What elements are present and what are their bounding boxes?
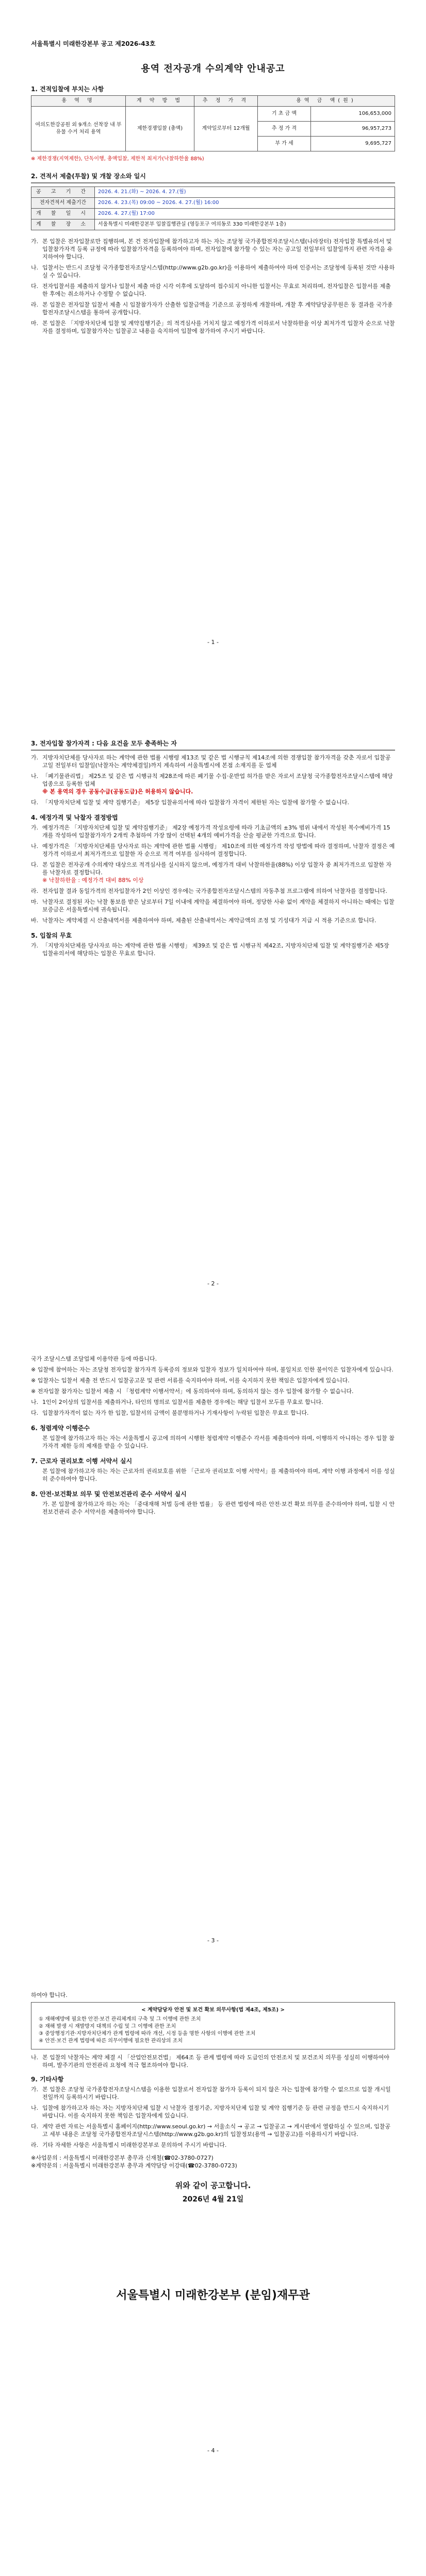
list-item: 마. 본 입찰은 「지방자치단체 입찰 및 계약집행기준」의 적격심사를 거치지 않고 예정가격 이하로서 낙찰하한율 이상 최저가격 입찰자 순으로 낙찰자를 결정하며, 입찰참가자는 입찰공고 내용을 숙지하여 입찰에 참가하여 주시기 바랍니다. [31,320,395,334]
section-3-heading: 3. 전자입찰 참가자격 : 다음 요건을 모두 충족하는 자 [31,740,177,747]
list-item: 가. 본 입찰은 조달청 국가종합전자조달시스템을 이용한 입찰로서 전자입찰 참가자 등록이 되지 않은 자는 입찰에 참가할 수 없으므로 입찰 개시일 전일까지 등록하시기 바랍니다. [31,2086,391,2100]
page-number: - 1 - [207,639,219,646]
page-4-items [31,2054,395,2069]
page-4-lead: 하여야 합니다. [31,1992,68,1998]
section-4-heading: 4. 예정가격 및 낙찰자 결정방법 [31,814,118,821]
page-3 [10,1329,416,1976]
page-number: - 4 - [207,2447,219,2454]
contact-line: ※사업문의 : 서울특별시 미래한강본부 총무과 신재철(☎02-3780-0727) [31,2155,214,2161]
section-4-items [31,824,395,924]
section-2-items [31,238,395,335]
closing-statement: 위와 같이 공고합니다. [175,2181,251,2190]
th-service-name: 용 역 명 [31,96,126,107]
bid-info-table [31,95,395,151]
note-item: ※ 전자입찰 참가자는 입찰서 제출 시 「청렴계약 이행서약서」에 동의하여야 하며, 동의하지 않는 경우 입찰에 참가할 수 없습니다. [31,1388,354,1395]
amount-label: 부 가 세 [258,137,311,151]
list-item: 다. 「지방자치단체 입찰 및 계약 집행기준」 제5장 입찰유의서에 따라 입찰참가 자격이 제한된 자는 입찰에 참가할 수 없습니다. [31,799,349,806]
section-9-heading: 9. 기타사항 [31,2076,64,2083]
contract-method: 제한경쟁입찰 (총액) [126,107,194,151]
box-title: < 계약담당자 안전 및 보건 확보 의무사항(법 제4조, 제5조) > [141,2007,285,2013]
list-item: 나. 「폐기물관리법」 제25조 및 같은 법 시행규칙 제28조에 따른 폐기물 수집·운반업 허가를 받은 자로서 조달청 국가종합전자조달시스템에 해당 업종으로 등록한 업체 ※ 본 용역의 경우 공동수급(공동도급)은 허용하지 않습니다. [31,773,393,795]
box-line: ③ 중앙행정기관·지방자치단체가 관계 법령에 따라 개선, 시정 등을 명한 사항의 이행에 관한 조치 [39,2031,256,2037]
th-estimated-price: 추 정 가 격 [194,96,258,107]
safety-duty-box-wrap [31,2002,395,2049]
section-7-heading: 7. 근로자 권리보호 이행 서약서 실시 [31,1458,133,1465]
list-item: 가. 지방자치단체를 당사자로 하는 계약에 관한 법률 시행령 제13조 및 같은 법 시행규칙 제14조에 의한 경쟁입찰 참가자격을 갖춘 자로서 입찰공고일 전일부터 입찰일(낙찰자는 계약체결일)까지 계속하여 서울특별시에 본점 소재지를 둔 업체 [31,754,391,769]
box-line: ① 재해예방에 필요한 안전·보건 관리체계의 구축 및 그 이행에 관한 조치 [39,2016,201,2022]
highlight-note: ※ 본 용역의 경우 공동수급(공동도급)은 허용하지 않습니다. [42,788,193,795]
note-item: ※ 입찰자는 입찰서 제출 전 반드시 입찰공고문 및 관련 서류를 숙지하여야 하며, 이를 숙지하지 못한 책임은 입찰자에게 있습니다. [31,1377,350,1384]
schedule-label: 공 고 기 간 [31,187,95,198]
th-amount: 용역 금 액(원) [258,96,395,107]
section-5-items [31,942,395,957]
amount-value: 106,653,000 [311,107,395,122]
amount-value: 96,957,273 [311,122,395,137]
amount-label: 추 정 가 격 [258,122,311,137]
list-item: 라. 본 입찰은 전자입찰 입찰서 제출 시 입찰참가자가 산출한 입찰금액을 기준으로 공정하게 개찰하며, 개찰 후 계약담당공무원은 동 결과를 국가종합전자조달시스템을 통하여 공개합니다. [31,301,393,316]
schedule-table-wrap [31,187,395,230]
schedule-label: 계 찰 장 소 [31,219,95,230]
box-line: ② 재해 발생 시 재발방지 대책의 수립 및 그 이행에 관한 조치 [39,2024,176,2029]
page-number: - 2 - [207,1280,219,1287]
list-item: 가. 본 입찰은 전자입찰로만 집행하며, 본 건 전자입찰에 참가하고자 하는 자는 조달청 국가종합전자조달시스템(나라장터) 전자입찰 특별유의서 및 입찰참가자격 등록 규정에 따라 입찰참가자격을 등록하여야 하며, 전자입찰에 참가할 수 있는 자는 공고일 전일부터 입찰일까지 관련 자격을 유지하여야 합니다. [31,238,393,260]
list-item: 나. 1인이 2이상의 입찰서를 제출하거나, 타인의 명의로 입찰서를 제출한 경우에는 해당 입찰서 모두를 무효로 합니다. [31,1399,323,1405]
section-9-items [31,2086,395,2149]
amount-label: 기 초 금 액 [258,107,311,122]
page-3-intro: 국가 조달시스템 조달업체 이용약관 등에 따릅니다. [31,1355,157,1362]
section-2-heading: 2. 견적서 제출(투찰) 및 개찰 장소와 일시 [31,173,146,180]
contact-line: ※계약문의 : 서울특별시 미래한강본부 총무과 계약담당 이강태(☎02-3780-0723) [31,2162,237,2169]
page-number: - 3 - [207,1937,219,1944]
schedule-table [31,187,395,230]
section-5-heading: 5. 입찰의 무효 [31,932,72,939]
list-item: 나. 입찰에 참가하고자 하는 자는 지방자치단체 입찰 시 낙찰자 결정기준, 지방자치단체 입찰 및 계약 집행기준 등 관련 규정을 반드시 숙지하시기 바랍니다. 이를 숙지하지 못한 책임은 입찰자에게 있습니다. [31,2105,389,2119]
note-item: ※ 입찰에 참여하는 자는 조달청 전자입찰 참가자격 등록증의 정보와 입찰자 정보가 일치하여야 하며, 불일치로 인한 불이익은 입찰자에게 있습니다. [31,1366,394,1373]
list-item: 가. 예정가격은 「지방자치단체 입찰 및 계약집행기준」 제2장 예정가격 작성요령에 따라 기초금액의 ±3% 범위 내에서 작성된 복수예비가격 15개를 작성하여 입찰참가자가 2개씩 추첨하여 가장 많이 선택된 4개의 예비가격을 산술 평균한 가격으로 합니다. [31,824,390,839]
th-contract-method: 계 약 방 법 [126,96,194,107]
page-4 [10,1981,416,2576]
contract-period: 계약일로부터 12개월 [194,107,258,151]
section-8-text: 가. 본 입찰에 참가하고자 하는 자는 「중대재해 처벌 등에 관한 법률」 등 관련 법령에 따른 안전·보건 확보 의무를 준수하여야 하며, 입찰 시 안전보건관리 준수 서약서를 제출하여야 합니다. [42,1501,395,1515]
section-8-heading: 8. 안전·보건확보 의무 및 안전보건관리 준수 서약서 실시 [31,1490,187,1498]
divider [31,750,395,751]
list-item: 가. 「지방자치단체를 당사자로 하는 계약에 관한 법률 시행령」 제39조 및 같은 법 시행규칙 제42조, 지방자치단체 입찰 및 계약집행기준 제5장 입찰유의서에 해당하는 입찰은 무효로 합니다. [31,942,389,957]
page-title: 용역 전자공개 수의계약 안내공고 [141,63,285,74]
schedule-value: 서울특별시 미래한강본부 입찰집행관실 (영등포구 여의동로 330 미래한강본부 1층) [95,219,395,230]
section-1-heading: 1. 견적입찰에 부치는 사항 [31,86,104,93]
amount-value: 9,695,727 [311,137,395,151]
list-item: 라. 기타 자세한 사항은 서울특별시 미래한강본부로 문의하여 주시기 바랍니다. [31,2142,227,2148]
issuing-organization: 서울특별시 미래한강본부 (분임)재무관 [116,2289,310,2302]
section-7-text: 본 입찰에 참가하고자 하는 자는 근로자의 권리보호를 위한 「근로자 권리보호 이행 서약서」를 제출하여야 하며, 계약 이행 과정에서 이를 성실히 준수하여야 합니다. [42,1468,395,1482]
section-6-heading: 6. 청렴계약 이행준수 [31,1425,90,1432]
list-item: 나. 입찰서는 반드시 조달청 국가종합전자조달시스템(http://www.g2b.go.kr)을 이용하여 제출하여야 하며 인증서는 조달청에 등록된 것만 사용하실 수 있습니다. [31,264,395,279]
list-item: 다. 입찰참가자격이 없는 자가 한 입찰, 입찰서의 금액이 불분명하거나 기재사항이 누락된 입찰은 무효로 합니다. [31,1410,309,1416]
list-item: 다. 계약 관련 자료는 서울특별시 홈페이지(http://www.seoul.go.kr) → 서울소식 → 공고 → 입찰공고 → 게시판에서 열람하실 수 있으며, 입찰공고 세부 내용은 조달청 국가종합전자조달시스템(http://www.g2b.go.kr)의 입찰정보(용역 → 입찰공고)를 이용하시기 바랍니다. [31,2123,391,2138]
schedule-value: 2026. 4. 21.(화) ~ 2026. 4. 27.(월) [95,187,395,198]
section-3-items [31,754,395,806]
schedule-label: 전자견적서 제출기간 [31,198,95,209]
section-6-text: 본 입찰에 참가하고자 하는 자는 서울특별시 공고에 의하여 시행한 청렴계약 이행준수 각서를 제출하여야 하며, 이행하지 아니하는 경우 입찰 참가자격 제한 등의 제재를 받을 수 있습니다. [42,1435,395,1449]
notes [31,1366,395,1417]
list-item: 다. 전자입찰서를 제출하지 않거나 입찰서 제출 마감 시각 이후에 도달하여 접수되지 아니한 입찰서는 무효로 처리하며, 전자입찰은 입찰서를 제출한 후에는 취소하거나 수정할 수 없습니다. [31,283,391,297]
schedule-value: 2026. 4. 23.(목) 09:00 ~ 2026. 4. 27.(월) 16:00 [95,198,395,209]
safety-duty-box [31,2002,395,2049]
divider [31,182,395,183]
list-item: 나. 예정가격은 「지방자치단체를 당사자로 하는 계약에 관한 법률 시행령」 제10조에 의한 예정가격 작성 방법에 따라 결정하며, 낙찰자 결정은 예정가격 이하로서 최저가격으로 입찰한 자 순으로 적격 여부를 심사하여 결정합니다. [31,843,395,857]
page-2 [10,703,416,1324]
notice-number: 서울특별시 미래한강본부 공고 제2026-43호 [31,40,156,47]
list-item: 나. 본 입찰의 낙찰자는 계약 체결 시 「산업안전보건법」 제64조 등 관계 법령에 따라 도급인의 안전조치 및 보건조치 의무를 성실히 이행하여야 하며, 발주기관의 안전관리 요청에 적극 협조하여야 합니다. [31,2054,389,2069]
box-line: ④ 안전·보건 관계 법령에 따른 의무이행에 필요한 관리상의 조치 [39,2038,183,2044]
schedule-label: 개 찰 일 시 [31,209,95,219]
bid-condition-note: ※ 제한경쟁(지역제한), 단독이행, 총액입찰, 제한적 최저가(낙찰하한율 88%) [31,156,204,162]
list-item: 라. 전자입찰 결과 동일가격의 전자입찰자가 2인 이상인 경우에는 국가종합전자조달시스템의 자동추첨 프로그램에 의하여 낙찰자를 결정합니다. [31,888,387,894]
list-item: 다. 본 입찰은 전자공개 수의계약 대상으로 적격심사를 실시하지 않으며, 예정가격 대비 낙찰하한율(88%) 이상 입찰자 중 최저가격으로 입찰한 자를 낙찰자로 결정합니다. ※ 낙찰하한율 : 예정가격 대비 88% 이상 [31,861,391,884]
service-name: 여의도한강공원 외 9개소 선착장 내 부유물 수거 처리 용역 [31,107,126,151]
contacts [31,2154,395,2170]
highlight-note: ※ 낙찰하한율 : 예정가격 대비 88% 이상 [42,877,144,884]
page-1 [10,0,416,701]
schedule-value: 2026. 4. 27.(월) 17:00 [95,209,395,219]
list-item: 마. 낙찰자로 결정된 자는 낙찰 통보를 받은 날로부터 7일 이내에 계약을 체결하여야 하며, 정당한 사유 없이 계약을 체결하지 아니하는 때에는 입찰보증금은 서울특별시에 귀속됩니다. [31,899,395,913]
list-item: 바. 낙찰자는 계약체결 시 산출내역서를 제출하여야 하며, 제출된 산출내역서는 계약금액의 조정 및 기성대가 지급 시 적용 기준으로 합니다. [31,917,376,924]
bid-info-table-wrap [31,95,395,163]
notice-date: 2026년 4월 21일 [182,2195,244,2204]
